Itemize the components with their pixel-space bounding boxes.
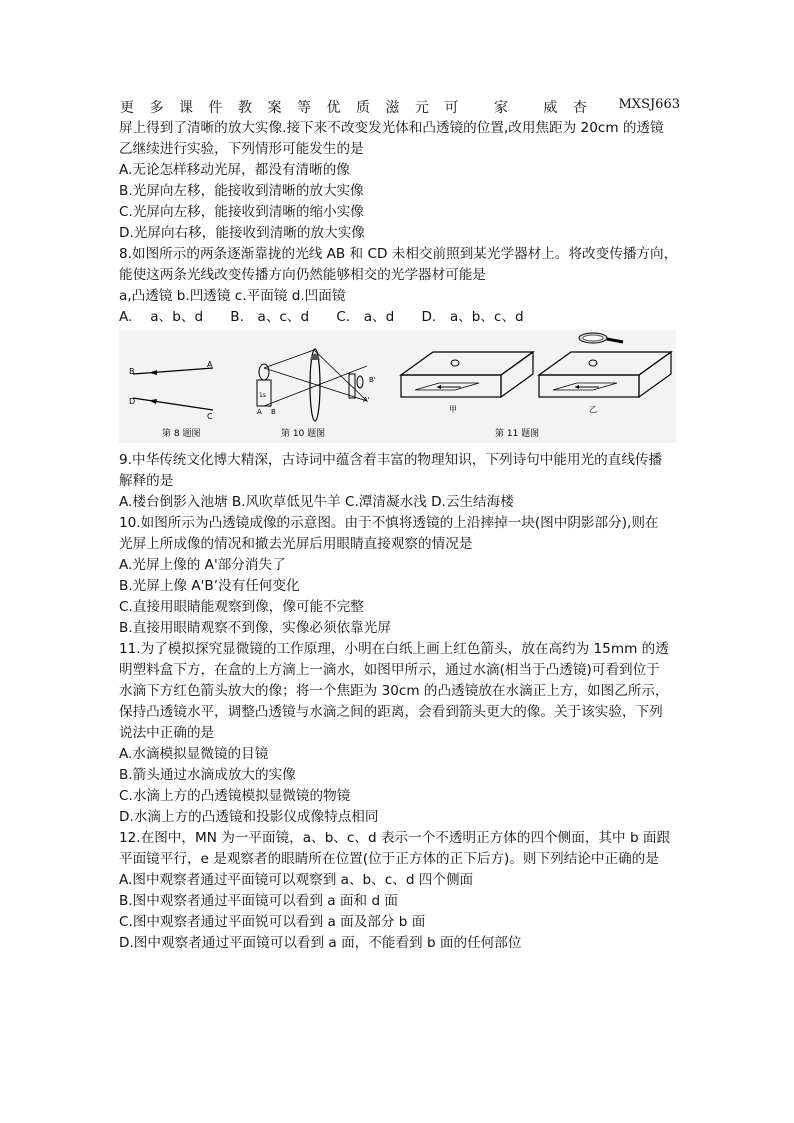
option-line: A.图中观察者通过平面镜可以观察到 a、b、c、d 四个侧面 <box>119 872 474 888</box>
fig10-label-a: A <box>257 408 262 416</box>
fig10-label-a-prime: A' <box>363 396 370 404</box>
option-line: A.水滴模拟显微镜的目镜 <box>119 746 269 762</box>
fig8-label-d: D <box>129 397 136 406</box>
text-line: 能使这两条光线改变传播方向仍然能够相交的光学器材可能是 <box>119 267 487 283</box>
question-12: 12.在图中，MN 为一平面镜，a、b、c、d 表示一个不透明正方体的四个侧面，其中 b 面跟 <box>119 830 671 846</box>
option-line: A.光屏上像的 A'部分消失了 <box>119 557 286 573</box>
text-line: a,凸透镜 b.凹透镜 c.平面镜 d.凹面镜 <box>119 288 346 304</box>
option-line: D.水滴上方的凸透镜和投影仪成像特点相同 <box>119 809 379 825</box>
question-10: 10.如图所示为凸透镜成像的示意图。由于不慎将透镜的上沿摔掉一块(图中阴影部分),则在 <box>119 515 659 531</box>
fig8-label-c: C <box>207 412 213 421</box>
question-8: 8.如图所示的两条逐渐靠拢的光线 AB 和 CD 未相交前照到某光学器材上。将改变传播方向， <box>119 246 678 262</box>
fig11-caption: 第 11 题图 <box>495 429 540 439</box>
fig10-label-b: B <box>271 408 276 416</box>
option-line: C.水滴上方的凸透镜模拟显微镜的物镜 <box>119 788 351 804</box>
page-header <box>120 97 680 117</box>
svg-text:1s: 1s <box>259 392 266 399</box>
text-line: 水滴下方红色箭头放大的像；将一个焦距为 30cm 的凸透镜放在水滴正上方，如图乙所示， <box>119 683 669 699</box>
text-line: 光屏上所成像的情况和撤去光屏后用眼睛直接观察的情况是 <box>119 536 473 552</box>
header-code: MXSJ663 <box>618 97 680 112</box>
option-line: A.楼台倒影入池塘 B.风吹草低见牛羊 C.潭清凝水浅 D.云生结海楼 <box>119 494 514 510</box>
option-line: B.光屏上像 A'B’没有任何变化 <box>119 578 300 594</box>
text-line: 乙继续进行实验，下列情形可能发生的是 <box>119 141 364 157</box>
option-line: B.箭头通过水滴成放大的实像 <box>119 767 296 783</box>
text-line: 说法中正确的是 <box>119 725 215 741</box>
fig10-caption: 第 10 题图 <box>281 429 326 439</box>
option-line: B.光屏向左移，能接收到清晰的放大实像 <box>119 183 364 199</box>
option-line: B.直接用眼睛观察不到像，实像必须依靠光屏 <box>119 620 391 636</box>
text-line: 解释的是 <box>119 473 174 489</box>
text-line: 平面镜平行，e 是观察者的眼睛所在位置(位于正方体的正下后方)。则下列结论中正确的是 <box>119 851 659 867</box>
figures-strip <box>119 330 676 443</box>
header-text: 更多课件教案等优质滋元可 家 威杏 <box>120 100 603 116</box>
option-line: A.无论怎样移动光屏，都没有清晰的像 <box>119 162 350 178</box>
text-line: 屏上得到了清晰的放大实像.接下来不改变发光体和凸透镜的位置,改用焦距为 20cm 的透镜 <box>119 120 664 136</box>
option-line: A. a、b、d B. a、c、d C. a、d D. a、b、c、d <box>119 309 524 325</box>
fig11-label-jia: 甲 <box>449 405 457 414</box>
option-line: D.图中观察者通过平面镜可以看到 a 面，不能看到 b 面的任何部位 <box>119 935 522 951</box>
option-line: B.图中观察者通过平面镜可以看到 a 面和 d 面 <box>119 893 398 909</box>
fig8-caption: 第 8 题图 <box>162 429 201 439</box>
option-line: C.图中观察者通过平面锐可以看到 a 面及部分 b 面 <box>119 914 426 930</box>
question-11: 11.为了模拟探究显微镜的工作原理，小明在白纸上画上红色箭头，放在高约为 15mm 的透 <box>119 641 669 657</box>
fig8-label-a: A <box>207 360 213 369</box>
fig10-label-b-prime: B' <box>369 376 376 384</box>
text-line: 明塑料盒下方，在盒的上方滴上一滴水，如图甲所示，通过水滴(相当于凸透镜)可看到位于 <box>119 662 660 678</box>
fig11-label-yi: 乙 <box>589 405 597 414</box>
option-line: C.光屏向左移，能接收到清晰的缩小实像 <box>119 204 364 220</box>
option-line: D.光屏向右移，能接收到清晰的放大实像 <box>119 225 365 241</box>
option-line: C.直接用眼睛能观察到像，像可能不完整 <box>119 599 364 615</box>
fig8-label-b: B <box>129 367 135 376</box>
question-9: 9.中华传统文化博大精深，古诗词中蕴含着丰富的物理知识，下列诗句中能用光的直线传播 <box>119 452 663 468</box>
text-line: 保持凸透镜水平，调整凸透镜与水滴之间的距离，会看到箭头更大的像。关于该实验，下列 <box>119 704 663 720</box>
